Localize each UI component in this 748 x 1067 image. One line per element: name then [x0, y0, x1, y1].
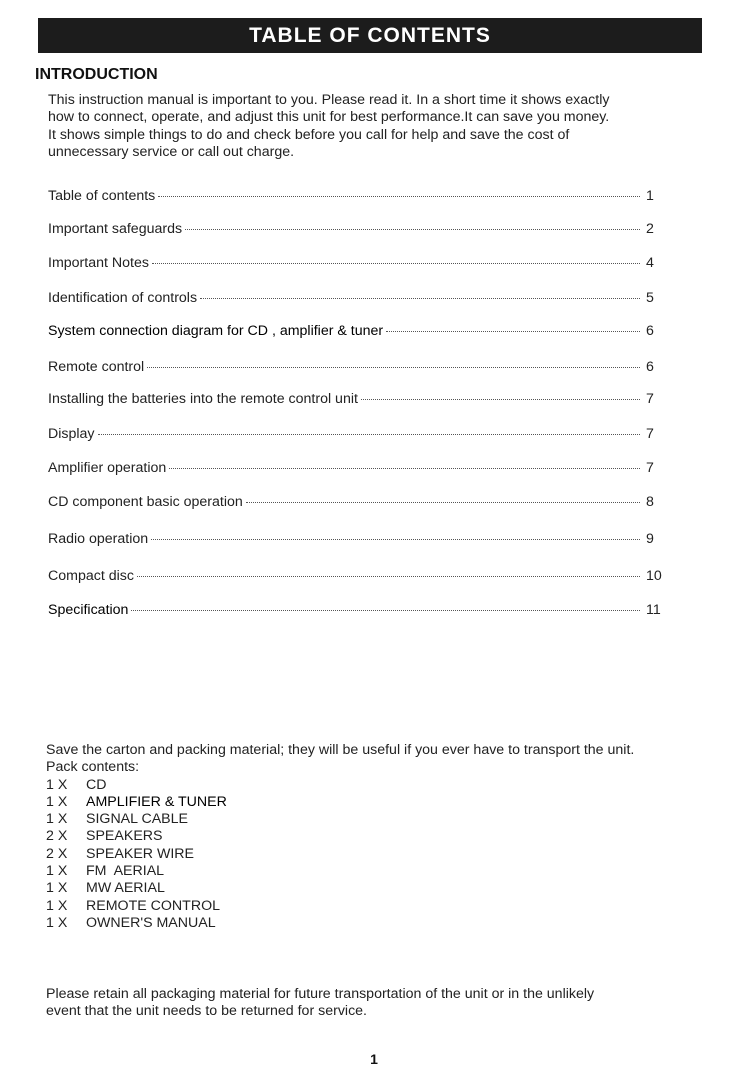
pack-item-qty: 1 X	[46, 914, 68, 931]
list-item	[46, 898, 726, 915]
pack-item-qty: 1 X	[46, 793, 68, 810]
toc-entry[interactable]	[48, 494, 666, 514]
intro-line: how to connect, operate, and adjust this unit for best performance.It can save you money.	[48, 109, 610, 126]
toc-entry[interactable]	[48, 426, 666, 446]
toc-leader-dots	[152, 263, 640, 264]
pack-item-qty: 1 X	[46, 897, 68, 914]
toc-entry[interactable]	[48, 602, 666, 622]
toc-leader-dots	[185, 229, 640, 230]
intro-line: This instruction manual is important to you. Please read it. In a short time it shows exactly	[48, 92, 610, 108]
list-item	[46, 915, 726, 932]
pack-item-qty: 2 X	[46, 845, 68, 862]
toc-entry[interactable]	[48, 221, 666, 241]
pack-item-qty: 1 X	[46, 880, 68, 897]
list-item	[46, 846, 726, 863]
pack-item-name: SIGNAL CABLE	[86, 811, 188, 828]
toc-leader-dots	[147, 367, 640, 368]
toc-leader-dots	[131, 610, 640, 611]
toc-entry[interactable]	[48, 359, 666, 379]
toc-leader-dots	[200, 298, 640, 299]
pack-item-qty: 2 X	[46, 828, 68, 845]
toc-leader-dots	[169, 468, 640, 469]
toc-entry-page: 10	[646, 568, 662, 584]
toc-entry-label: Specification	[48, 602, 129, 618]
toc-entry-label: Table of contents	[48, 188, 156, 204]
toc-entry-label: Important Notes	[48, 255, 149, 271]
toc-entry-page: 4	[646, 255, 654, 271]
toc-entry-page: 7	[646, 460, 654, 476]
pack-item-name: OWNER'S MANUAL	[86, 914, 216, 931]
toc-leader-dots	[158, 196, 640, 197]
toc-entry-label: Compact disc	[48, 568, 134, 584]
list-item	[46, 828, 726, 845]
toc-entry-page: 6	[646, 359, 654, 375]
toc-entry[interactable]	[48, 531, 666, 551]
pack-item-qty: 1 X	[46, 863, 68, 880]
footer-line: Please retain all packaging material for future transportation of the unit or in the unlikely	[46, 986, 595, 1002]
pack-item-qty: 1 X	[46, 811, 68, 828]
toc-entry-label: Important safeguards	[48, 221, 183, 237]
toc-entry-label: Identification of controls	[48, 290, 198, 306]
list-item	[46, 777, 726, 794]
toc-entry-page: 11	[646, 602, 661, 618]
toc-entry[interactable]	[48, 460, 666, 480]
toc-entry[interactable]	[48, 568, 666, 588]
footer-line: event that the unit needs to be returned for service.	[46, 1003, 367, 1020]
title-banner	[38, 18, 702, 53]
pack-item-qty: 1 X	[46, 776, 68, 793]
list-item	[46, 880, 726, 897]
toc-leader-dots	[98, 434, 640, 435]
toc-entry-page: 2	[646, 221, 654, 237]
intro-line: It shows simple things to do and check before you call for help and save the cost of	[48, 126, 570, 143]
toc-leader-dots	[386, 331, 640, 332]
toc-entry-label: Amplifier operation	[48, 460, 167, 476]
toc-entry-page: 5	[646, 290, 654, 306]
toc-leader-dots	[137, 576, 640, 577]
packing-section	[46, 742, 726, 932]
toc-entry-page: 1	[646, 188, 654, 204]
pack-item-name: SPEAKERS	[86, 828, 163, 845]
list-item	[46, 811, 726, 828]
pack-item-name: FM AERIAL	[86, 863, 165, 880]
toc-entry[interactable]	[48, 255, 666, 275]
section-heading-introduction: INTRODUCTION	[35, 66, 158, 83]
pack-contents-label: Pack contents:	[46, 759, 140, 776]
pack-item-name: CD	[86, 776, 107, 793]
toc-entry-page: 7	[646, 426, 654, 442]
list-item	[46, 794, 726, 811]
toc-entry[interactable]	[48, 323, 666, 343]
toc-entry-label: CD component basic operation	[48, 494, 243, 510]
toc-leader-dots	[361, 399, 640, 400]
intro-line: unnecessary service or call out charge.	[48, 144, 295, 161]
toc-entry-label: Installing the batteries into the remote control unit	[48, 391, 358, 407]
page-title: TABLE OF CONTENTS	[249, 23, 491, 47]
pack-item-name: SPEAKER WIRE	[86, 845, 195, 862]
toc-entry[interactable]	[48, 391, 666, 411]
toc-entry-page: 7	[646, 391, 654, 407]
toc-entry-page: 9	[646, 531, 654, 547]
toc-leader-dots	[246, 502, 640, 503]
packing-note: Save the carton and packing material; they will be useful if you ever have to transport the unit.	[46, 742, 635, 758]
pack-item-name: REMOTE CONTROL	[86, 897, 220, 914]
pack-item-name: MW AERIAL	[86, 880, 165, 897]
retain-packaging-note	[46, 986, 706, 1021]
toc-entry-label: Radio operation	[48, 531, 149, 547]
toc-entry-page: 8	[646, 494, 654, 510]
toc-entry[interactable]	[48, 290, 666, 310]
toc-entry[interactable]	[48, 188, 666, 208]
toc-entry-label: Display	[48, 426, 95, 442]
introduction-paragraph	[48, 92, 698, 162]
toc-entry-page: 6	[646, 323, 654, 339]
toc-leader-dots	[151, 539, 640, 540]
toc-entry-label: Remote control	[48, 359, 145, 375]
list-item	[46, 863, 726, 880]
toc-entry-label: System connection diagram for CD , amplifier & tuner	[48, 323, 384, 339]
page-number: 1	[370, 1051, 378, 1067]
pack-item-name: AMPLIFIER & TUNER	[86, 793, 227, 810]
